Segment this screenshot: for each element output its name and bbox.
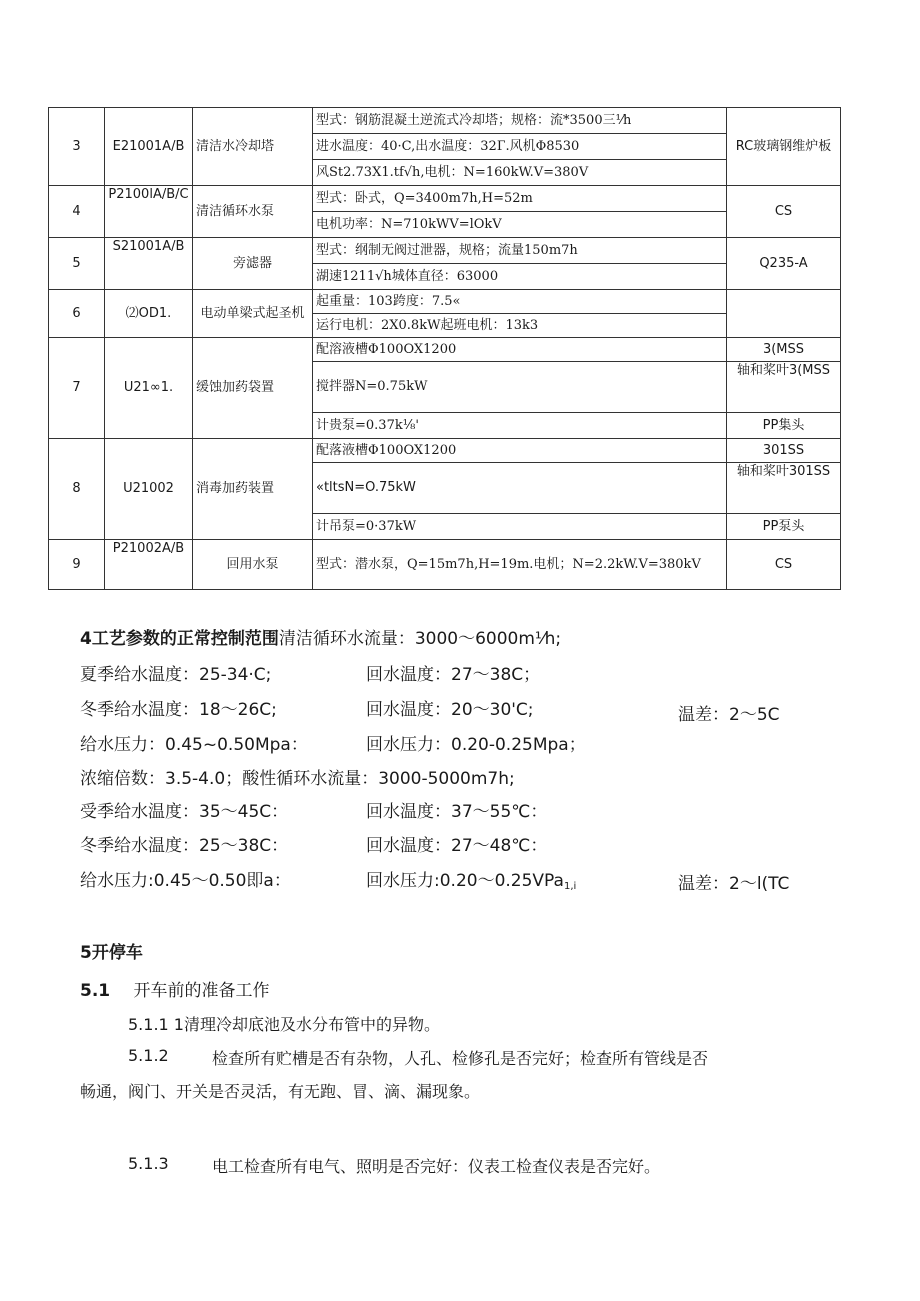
equipment-code: P21002A/B	[105, 540, 193, 590]
summer-supply-temp: 夏季给水温度：25-34·C;	[80, 665, 272, 685]
spec-line: 型式：纲制无阀过泄器，规格；流量150m7h	[313, 238, 727, 264]
item-5-1-2-text: 检查所有贮槽是否有杂物，人孔、检修孔是否完好；检查所有管线是否	[212, 1049, 709, 1068]
acid-summer-supply-temp: 受季给水温度：35～45C：	[80, 802, 289, 822]
row-number: 3	[49, 108, 105, 186]
table-row	[49, 338, 841, 362]
material: 轴和桨叶301SS	[727, 463, 841, 514]
material: PP集头	[727, 413, 841, 439]
equipment-name: 旁滤器	[193, 238, 313, 290]
temp-difference: 温差：2～5C	[678, 705, 780, 725]
spec-line: 风St2.73X1.tf√h,电机：N=160kW.V=380V	[313, 160, 727, 186]
summer-return-temp: 回水温度：27～38C；	[366, 665, 541, 685]
acid-winter-return-temp: 回水温度：27～48℃：	[366, 836, 548, 856]
acid-return-pressure-sub: 1,i	[563, 881, 577, 892]
material: 轴和桨叶3(MSS	[727, 362, 841, 413]
spec-line: 搅拌器N=0.75kW	[313, 362, 727, 413]
row-number: 7	[49, 338, 105, 439]
equipment-code: ⑵OD1.	[105, 290, 193, 338]
row-number: 9	[49, 540, 105, 590]
item-5-1-1: 5.1.1 1清理冷却底池及水分布管中的异物。	[128, 1015, 440, 1034]
acid-temp-difference: 温差：2～l(TC	[678, 874, 790, 894]
acid-supply-pressure: 给水压力:0.45～0.50即a：	[80, 871, 291, 891]
section-5-heading: 5开停车	[80, 943, 143, 963]
equipment-code: S21001A/B	[105, 238, 193, 290]
item-5-1-2-continued: 畅通，阀门、开关是否灵活，有无跑、冒、滴、漏现象。	[80, 1082, 481, 1101]
material: 301SS	[727, 439, 841, 463]
equipment-code: E21001A/B	[105, 108, 193, 186]
equipment-name: 清洁水冷却塔	[193, 108, 313, 186]
material: CS	[727, 540, 841, 590]
spec-line: 型式：卧式，Q=3400m7h,H=52m	[313, 186, 727, 212]
return-pressure: 回水压力：0.20-0.25Mpa；	[366, 735, 586, 755]
equipment-code: P2100lA/B/C	[105, 186, 193, 238]
table-row	[49, 290, 841, 314]
row-number: 5	[49, 238, 105, 290]
material: Q235-A	[727, 238, 841, 290]
section-5-1-number: 5.1	[80, 981, 111, 1001]
params-heading-line	[80, 624, 561, 649]
acid-summer-return-temp: 回水温度：37～55℃：	[366, 802, 548, 822]
table-row	[49, 540, 841, 590]
material: RC玻璃钢维炉板	[727, 108, 841, 186]
equipment-name: 消毒加药装置	[193, 439, 313, 540]
table-row	[49, 439, 841, 463]
concentration-ratio: 浓缩倍数：3.5-4.0；酸性循环水流量：3000-5000m7h;	[80, 769, 515, 789]
table-row	[49, 108, 841, 134]
spec-line: 型式：潜水泵，Q=15m7h,H=19m.电机；N=2.2kW.V=380kV	[313, 540, 727, 590]
table-row	[49, 186, 841, 212]
equipment-code: U21002	[105, 439, 193, 540]
winter-return-temp: 回水温度：20～30'C;	[366, 700, 534, 720]
supply-pressure: 给水压力：0.45~0.50Mpa：	[80, 735, 308, 755]
spec-line: 配溶液槽Φ100OX1200	[313, 338, 727, 362]
item-5-1-3-number: 5.1.3	[128, 1154, 169, 1173]
acid-return-pressure	[366, 866, 576, 892]
section-4-heading: 4工艺参数的正常控制范围	[80, 629, 279, 649]
equipment-code: U21∞1.	[105, 338, 193, 439]
section-5-1-heading	[80, 976, 270, 1001]
spec-line: 运行电机：2X0.8kW起班电机：13k3	[313, 314, 727, 338]
spec-line: «tltsN=O.75kW	[313, 463, 727, 514]
material: 3(MSS	[727, 338, 841, 362]
spec-line: 电机功率：N=710kWV=lOkV	[313, 212, 727, 238]
item-5-1-3-text: 电工检查所有电气、照明是否完好：仪表工检查仪表是否完好。	[212, 1157, 661, 1176]
clean-flow-text: 清洁循环水流量：3000～6000m⅟h;	[278, 629, 562, 649]
spec-line: 配落液槽Φ100OX1200	[313, 439, 727, 463]
winter-supply-temp: 冬季给水温度：18～26C;	[80, 700, 277, 720]
item-5-1-2-number: 5.1.2	[128, 1046, 169, 1065]
spec-line: 起重量：103跨度：7.5«	[313, 290, 727, 314]
equipment-name: 电动单梁式起圣机	[193, 290, 313, 338]
spec-line: 计贵泵=0.37k⅛'	[313, 413, 727, 439]
equipment-name: 清洁循环水泵	[193, 186, 313, 238]
row-number: 4	[49, 186, 105, 238]
material	[727, 290, 841, 338]
acid-winter-supply-temp: 冬季给水温度：25～38C：	[80, 836, 289, 856]
spec-line: 湖速1211√h城体直径：63000	[313, 264, 727, 290]
equipment-table	[48, 107, 841, 590]
equipment-name: 回用水泵	[193, 540, 313, 590]
row-number: 8	[49, 439, 105, 540]
equipment-name: 缓蚀加药袋置	[193, 338, 313, 439]
spec-line: 进水温度：40·C,出水温度：32Г.风机Φ8530	[313, 134, 727, 160]
acid-return-pressure-text: 回水压力:0.20～0.25VPa	[366, 871, 564, 891]
table-row	[49, 238, 841, 264]
section-5-1-title: 开车前的准备工作	[133, 981, 270, 1001]
material: CS	[727, 186, 841, 238]
material: PP泵头	[727, 514, 841, 540]
spec-line: 计吊泵=0·37kW	[313, 514, 727, 540]
spec-line: 型式：钢筋混凝土逆流式冷却塔；规格：流*3500三⅟h	[313, 108, 727, 134]
row-number: 6	[49, 290, 105, 338]
